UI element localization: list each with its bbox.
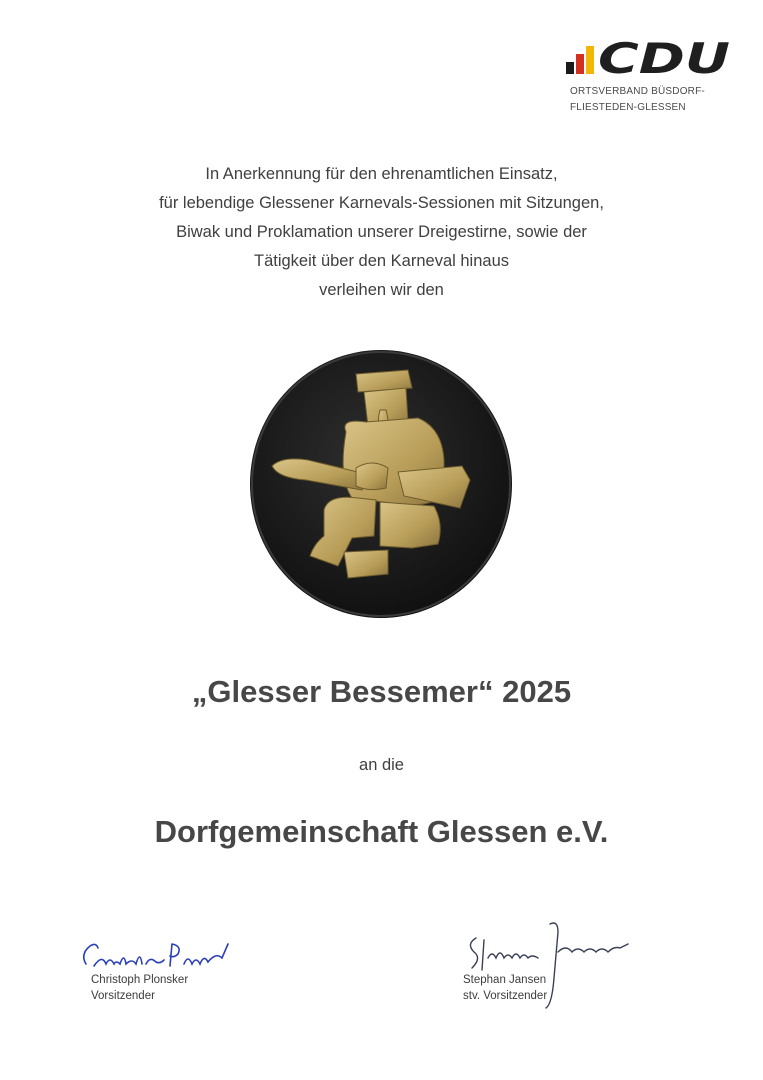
intro-line-5: verleihen wir den xyxy=(319,281,444,299)
intro-text xyxy=(0,160,763,305)
signature-right-name: Stephan Jansen xyxy=(463,974,547,986)
logo-brand-text: CDU xyxy=(598,36,730,74)
logo-subtitle-line2: FLIESTEDEN-GLESSEN xyxy=(570,102,686,113)
intro-line-4: Tätigkeit über den Karneval hinaus xyxy=(254,252,509,270)
signature-right-role: stv. Vorsitzender xyxy=(463,990,548,1002)
signature-right xyxy=(463,972,547,1004)
signature-left-image xyxy=(76,934,236,976)
logo-bar-red xyxy=(576,54,584,74)
logo-subtitle xyxy=(570,84,705,116)
logo-bar-black xyxy=(566,62,574,74)
award-title: „Glesser Bessemer“ 2025 xyxy=(191,674,572,709)
logo-bar-gold xyxy=(586,46,594,74)
signature-left xyxy=(91,972,188,1004)
cdu-logo xyxy=(564,30,739,120)
intro-line-3: Biwak und Proklamation unserer Dreigestirne, sowie der xyxy=(176,223,587,241)
recipient-name: Dorfgemeinschaft Glessen e.V. xyxy=(154,814,609,849)
intro-line-2: für lebendige Glessener Karnevals-Sessionen mit Sitzungen, xyxy=(159,194,604,212)
logo-subtitle-line1: ORTSVERBAND BÜSDORF- xyxy=(570,86,705,97)
cdu-logo-mark xyxy=(566,36,736,74)
signature-left-name: Christoph Plonsker xyxy=(91,974,189,986)
intro-line-1: In Anerkennung für den ehrenamtlichen Einsatz, xyxy=(205,165,558,183)
signature-left-role: Vorsitzender xyxy=(91,990,155,1002)
medal-image xyxy=(248,348,514,620)
an-die-text: an die xyxy=(359,756,404,774)
